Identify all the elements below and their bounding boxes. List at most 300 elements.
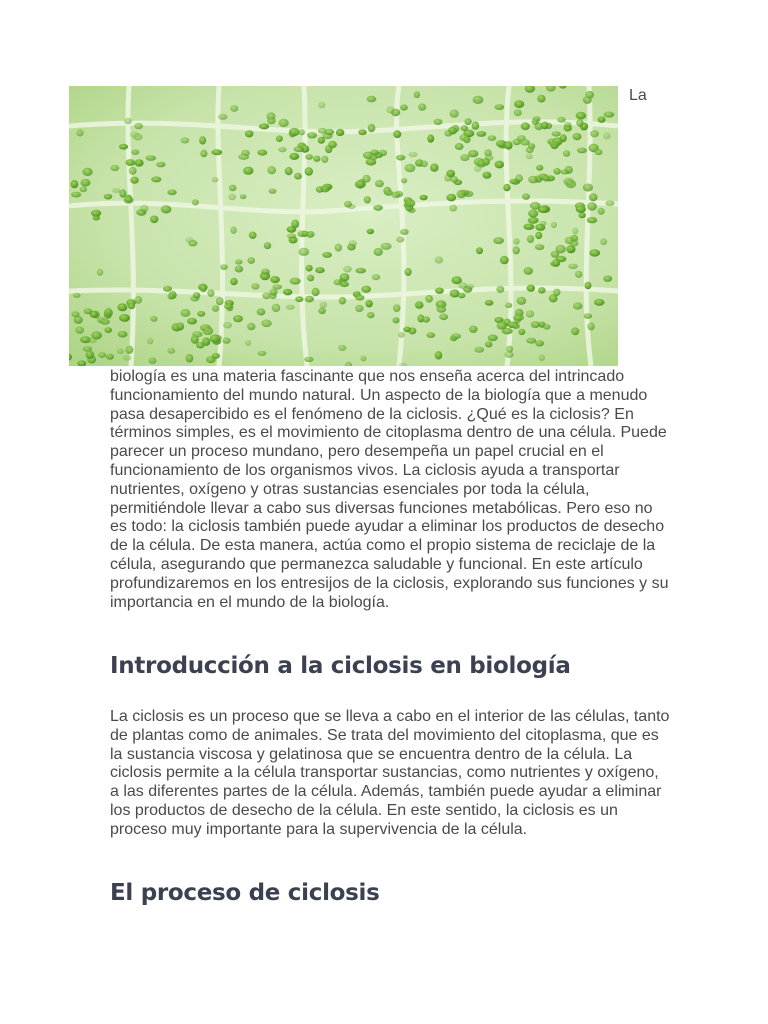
chloroplast <box>589 249 600 256</box>
chloroplast <box>340 281 349 287</box>
chloroplast <box>415 301 424 309</box>
section-heading-introduccion: Introducción a la ciclosis en biología <box>110 653 571 679</box>
chloroplast <box>177 322 185 330</box>
chloroplast <box>191 335 199 344</box>
chloroplast <box>124 118 132 124</box>
chloroplast <box>278 147 286 152</box>
chloroplast <box>339 297 346 305</box>
chloroplast <box>344 201 352 208</box>
chloroplast <box>528 176 538 184</box>
chloroplast <box>458 282 467 289</box>
chloroplast <box>100 319 110 325</box>
chloroplast <box>594 299 605 306</box>
chloroplast <box>463 136 470 143</box>
chloroplast <box>286 305 295 310</box>
chloroplast <box>285 167 293 175</box>
chloroplast <box>161 205 172 213</box>
chloroplast <box>304 357 313 362</box>
chloroplast <box>270 276 280 283</box>
chloroplast <box>567 245 576 253</box>
chloroplast <box>531 321 540 328</box>
chloroplast <box>436 306 446 313</box>
chloroplast <box>313 156 320 162</box>
chloroplast <box>318 308 326 315</box>
chloroplast <box>514 100 524 108</box>
chloroplast <box>130 177 138 184</box>
chloroplast <box>335 244 343 252</box>
chloroplast <box>307 275 314 282</box>
chloroplast <box>557 117 565 123</box>
chloroplast <box>97 269 104 276</box>
chloroplast <box>444 174 451 181</box>
chloroplast <box>193 292 201 298</box>
chloroplast <box>605 201 614 206</box>
chloroplast <box>290 278 301 285</box>
chloroplast <box>535 340 544 346</box>
chloroplast <box>245 130 254 137</box>
chloroplast <box>147 338 154 345</box>
chloroplast <box>272 284 282 289</box>
chloroplast <box>401 178 407 183</box>
chloroplast <box>316 186 324 193</box>
chloroplast <box>576 205 586 212</box>
chloroplast <box>495 104 505 110</box>
chloroplast <box>129 167 137 175</box>
chloroplast <box>123 355 132 360</box>
chloroplast <box>540 221 547 226</box>
chloroplast <box>186 354 194 363</box>
chloroplast <box>526 310 534 317</box>
chloroplast <box>291 220 299 229</box>
chloroplast <box>210 334 220 342</box>
chloroplast <box>247 257 255 264</box>
chloroplast <box>420 161 428 168</box>
chloroplast <box>576 112 587 120</box>
chloroplast <box>405 268 412 276</box>
chloroplast <box>203 327 214 336</box>
chloroplast <box>372 274 380 280</box>
chloroplast <box>264 242 271 249</box>
chloroplast <box>91 210 101 217</box>
chloroplast <box>336 129 345 136</box>
chloroplast <box>163 286 172 292</box>
chloroplast <box>504 141 512 149</box>
chloroplast <box>200 284 207 292</box>
chloroplast <box>167 348 175 354</box>
chloroplast <box>573 302 583 309</box>
chloroplast <box>287 233 296 238</box>
chloroplast <box>587 217 597 223</box>
chloroplast <box>513 139 521 145</box>
chloroplast <box>305 154 313 160</box>
intro-paragraph: biología es una materia fascinante que nos enseña acerca del intrincado funcionamiento del mundo natural. Un aspecto de la biología que a menudo pasa desapercibido es el fenómeno de la ciclosis. ¿Qué es la ciclosis? En términos simples, es el movimiento de citoplasma dentro de una célula. Puede parecer un proceso mundano, pero desempeña un papel crucial en el funcionamiento de los organismos vivos. La ciclosis ayuda a transportar nutrientes, oxígeno y otras sustancias esenciales por toda la célula, permitiéndole llevar a cabo sus diversas funciones metabólicas. Pero eso no es todo: la ciclosis también puede ayudar a eliminar los productos de desecho de la célula. De esta manera, actúa como el propio sistema de reciclaje de la célula, asegurando que permanezca saludable y funcional. En este artículo profundizaremos en los entresijos de la ciclosis, explorando sus funciones y su importancia en el mundo de la biología. <box>110 368 669 611</box>
chloroplast <box>400 229 409 235</box>
chloroplast <box>496 286 504 293</box>
chloroplast <box>418 103 426 110</box>
chloroplast <box>524 267 533 275</box>
chloroplast <box>134 123 143 129</box>
chloroplast <box>128 303 135 310</box>
chloroplast <box>306 265 313 272</box>
chloroplast <box>119 144 128 150</box>
chloroplast <box>98 352 106 358</box>
chloroplast <box>283 289 292 296</box>
chloroplast <box>373 205 383 211</box>
chloroplast <box>305 167 313 175</box>
chloroplast <box>220 264 228 270</box>
chloroplast <box>71 311 79 317</box>
chloroplast <box>393 317 400 323</box>
chloroplast <box>535 244 544 250</box>
chloroplast <box>249 232 257 239</box>
chloroplast <box>587 322 594 330</box>
chloroplast <box>119 189 126 197</box>
chloroplast <box>526 147 534 153</box>
chloroplast <box>472 121 480 129</box>
chloroplast <box>435 288 444 294</box>
chloroplast <box>600 238 607 245</box>
chloroplast <box>538 354 545 361</box>
chloroplast <box>212 353 220 359</box>
chloroplast <box>560 169 569 174</box>
chloroplast <box>457 190 466 198</box>
chloroplast <box>495 161 504 169</box>
chloroplast <box>259 123 269 129</box>
chloroplast <box>307 132 317 138</box>
chloroplast <box>235 266 244 273</box>
chloroplast <box>135 159 144 166</box>
chloroplast <box>469 326 478 333</box>
chloroplast <box>322 252 332 258</box>
chloroplast <box>460 154 469 161</box>
chloroplast <box>367 96 376 103</box>
chloroplast <box>365 300 372 307</box>
chloroplast <box>118 303 128 311</box>
chloroplast <box>370 150 379 156</box>
micrograph-svg <box>69 86 618 366</box>
plant-cells-micrograph-image <box>69 86 618 366</box>
chloroplast <box>167 189 176 195</box>
chloroplast <box>140 205 148 212</box>
chloroplast <box>512 323 520 329</box>
chloroplast <box>112 188 120 193</box>
chloroplast <box>126 159 136 166</box>
chloroplast <box>573 133 582 140</box>
chloroplast <box>86 351 94 359</box>
chloroplast <box>81 179 91 187</box>
chloroplast <box>230 105 238 112</box>
chloroplast <box>318 102 325 108</box>
chloroplast <box>261 320 272 328</box>
chloroplast <box>106 354 114 360</box>
chloroplast <box>343 266 352 273</box>
chloroplast <box>270 289 278 296</box>
section-paragraph-introduccion: La ciclosis es un proceso que se lleva a cabo en el interior de las células, tanto de plantas como de animales. Se trata del movimiento del citoplasma, que es la sustancia viscosa y gelatinosa que se encuentra dentro de la célula. La ciclosis permite a la célula transportar sustancias, como nutrientes y oxígeno, a las diferentes partes de la célula. Además, también puede ayudar a eliminar los productos de desecho de la célula. En este sentido, la ciclosis es un proceso muy importante para la supervivencia de la célula. <box>110 708 670 838</box>
chloroplast <box>289 128 300 136</box>
chloroplast <box>587 202 597 210</box>
chloroplast <box>84 308 93 314</box>
chloroplast <box>439 314 448 321</box>
chloroplast <box>493 237 504 244</box>
chloroplast <box>521 122 530 130</box>
chloroplast <box>517 297 527 305</box>
chloroplast <box>598 116 606 122</box>
chloroplast <box>552 259 560 267</box>
chloroplast <box>223 322 232 329</box>
chloroplast <box>409 152 418 157</box>
chloroplast <box>228 194 236 201</box>
chloroplast <box>188 240 197 246</box>
chloroplast <box>73 293 81 298</box>
chloroplast <box>449 205 457 212</box>
chloroplast <box>483 172 492 179</box>
chloroplast <box>295 296 303 302</box>
chloroplast <box>530 202 541 210</box>
chloroplast <box>538 287 546 293</box>
chloroplast <box>187 318 197 325</box>
chloroplast <box>181 137 190 143</box>
chloroplast <box>485 155 494 161</box>
chloroplast <box>550 141 560 149</box>
chloroplast <box>571 327 579 335</box>
chloroplast <box>485 300 494 306</box>
chloroplast <box>422 316 430 322</box>
chloroplast <box>257 150 267 156</box>
chloroplast <box>576 119 583 127</box>
chloroplast <box>585 282 592 289</box>
chloroplast <box>541 122 548 130</box>
chloroplast <box>212 177 219 182</box>
chloroplast <box>199 136 206 144</box>
chloroplast <box>251 283 259 289</box>
chloroplast <box>514 109 522 116</box>
chloroplast <box>82 168 92 176</box>
chloroplast <box>367 312 375 318</box>
chloroplast <box>528 217 539 224</box>
chloroplast <box>400 105 408 111</box>
chloroplast <box>321 156 328 163</box>
chloroplast <box>405 199 416 207</box>
chloroplast <box>476 247 483 254</box>
chloroplast <box>500 256 509 264</box>
chloroplast <box>435 351 443 359</box>
chloroplast <box>71 192 81 198</box>
chloroplast <box>133 133 142 140</box>
chloroplast <box>235 259 243 264</box>
chloroplast <box>75 326 84 333</box>
chloroplast <box>577 148 587 154</box>
chloroplast <box>368 124 376 133</box>
chloroplast <box>513 238 519 244</box>
chloroplast <box>553 289 560 296</box>
chloroplast <box>358 129 366 135</box>
chloroplast <box>197 311 205 317</box>
chloroplast <box>202 338 210 346</box>
chloroplast <box>584 313 592 319</box>
chloroplast <box>381 243 392 250</box>
chloroplast <box>503 184 510 191</box>
chloroplast <box>306 232 313 238</box>
chloroplast <box>543 324 551 330</box>
chloroplast <box>522 193 530 199</box>
chloroplast <box>245 340 251 346</box>
chloroplast <box>434 119 443 125</box>
chloroplast <box>505 303 512 309</box>
chloroplast <box>603 133 611 140</box>
chloroplast <box>261 269 270 275</box>
chloroplast <box>455 143 464 150</box>
chloroplast <box>477 131 487 137</box>
chloroplast <box>590 130 599 137</box>
chloroplast <box>230 278 238 286</box>
chloroplast <box>396 155 405 161</box>
chloroplast <box>497 322 507 330</box>
chloroplast <box>125 346 133 354</box>
chloroplast <box>294 146 304 152</box>
chloroplast <box>461 125 468 131</box>
chloroplast <box>583 184 593 192</box>
chloroplast <box>532 119 539 125</box>
chloroplast <box>465 118 472 125</box>
chloroplast <box>328 141 337 149</box>
chloroplast <box>374 248 383 256</box>
chloroplast <box>110 165 119 171</box>
chloroplast <box>488 135 497 141</box>
chloroplast <box>131 149 139 155</box>
chloroplast <box>192 199 199 205</box>
chloroplast <box>87 338 97 343</box>
chloroplast <box>149 358 157 364</box>
chloroplast <box>212 305 219 312</box>
chloroplast <box>355 180 366 188</box>
chloroplast <box>218 114 227 120</box>
chloroplast <box>563 150 570 157</box>
chloroplast <box>364 196 371 203</box>
chloroplast <box>298 248 309 256</box>
chloroplast <box>146 155 157 161</box>
chloroplast <box>222 337 230 343</box>
chloroplast <box>258 351 267 356</box>
chloroplast <box>360 356 366 362</box>
chloroplast <box>414 91 420 98</box>
chloroplast <box>425 295 433 303</box>
chloroplast <box>71 180 79 188</box>
chloroplast <box>355 268 366 274</box>
chloroplast <box>340 273 350 281</box>
chloroplast <box>537 95 545 103</box>
chloroplast <box>589 193 598 201</box>
chloroplast <box>553 168 560 175</box>
chloroplast <box>230 226 236 233</box>
chloroplast <box>355 295 364 301</box>
chloroplast <box>468 150 478 157</box>
chloroplast <box>604 112 615 118</box>
chloroplast <box>150 216 158 224</box>
chloroplast <box>324 129 334 135</box>
chloroplast <box>583 96 592 104</box>
chloroplast <box>474 166 481 172</box>
chloroplast <box>485 341 493 347</box>
chloroplast <box>386 106 394 113</box>
chloroplast <box>603 276 612 282</box>
chloroplast <box>524 224 535 230</box>
chloroplast <box>451 333 461 339</box>
chloroplast <box>518 329 525 335</box>
chloroplast <box>513 314 524 321</box>
chloroplast <box>238 154 249 160</box>
chloroplast <box>551 222 557 228</box>
chloroplast <box>361 286 371 293</box>
section-heading-proceso: El proceso de ciclosis <box>110 880 380 906</box>
chloroplast <box>279 119 289 127</box>
chloroplast <box>427 135 434 143</box>
chloroplast <box>247 323 255 330</box>
chloroplast <box>575 271 583 278</box>
chloroplast <box>528 210 538 218</box>
chloroplast <box>527 285 535 292</box>
chloroplast <box>444 130 452 136</box>
chloroplast <box>105 307 112 314</box>
chloroplast <box>488 335 498 342</box>
chloroplast <box>229 185 237 192</box>
chloroplast <box>446 194 456 202</box>
chloroplast <box>375 180 384 187</box>
chloroplast <box>180 309 190 317</box>
chloroplast <box>526 338 536 344</box>
chloroplast <box>505 352 514 358</box>
chloroplast <box>509 179 517 184</box>
chloroplast <box>338 345 346 351</box>
chloroplast <box>76 129 83 136</box>
chloroplast <box>572 228 578 235</box>
chloroplast <box>396 237 404 243</box>
chloroplast <box>598 208 605 215</box>
chloroplast <box>320 302 328 308</box>
chloroplast <box>200 150 207 157</box>
chloroplast <box>450 109 459 117</box>
chloroplast <box>151 176 161 182</box>
chloroplast <box>211 149 222 155</box>
chloroplast <box>294 173 302 180</box>
chloroplast <box>579 212 586 218</box>
chloroplast <box>355 305 363 312</box>
chloroplast <box>224 304 233 310</box>
chloroplast <box>564 122 572 128</box>
chloroplast <box>104 327 112 333</box>
chloroplast <box>398 332 405 338</box>
chloroplast <box>405 164 416 173</box>
chloroplast <box>458 293 466 299</box>
chloroplast <box>568 264 578 269</box>
chloroplast <box>474 347 484 353</box>
chloroplast <box>276 135 283 142</box>
chloroplast <box>216 297 224 305</box>
chloroplast <box>526 154 533 160</box>
chloroplast <box>552 131 561 136</box>
intro-lead-word: La <box>629 87 647 104</box>
chloroplast <box>305 296 314 303</box>
chloroplast <box>240 194 246 199</box>
chloroplast <box>289 153 299 160</box>
chloroplast <box>267 166 276 174</box>
chloroplast <box>349 240 357 247</box>
chloroplast <box>393 304 401 312</box>
chloroplast <box>312 288 320 296</box>
chloroplast <box>150 316 157 322</box>
chloroplast <box>430 164 439 172</box>
chloroplast <box>536 165 543 171</box>
chloroplast <box>156 162 165 168</box>
